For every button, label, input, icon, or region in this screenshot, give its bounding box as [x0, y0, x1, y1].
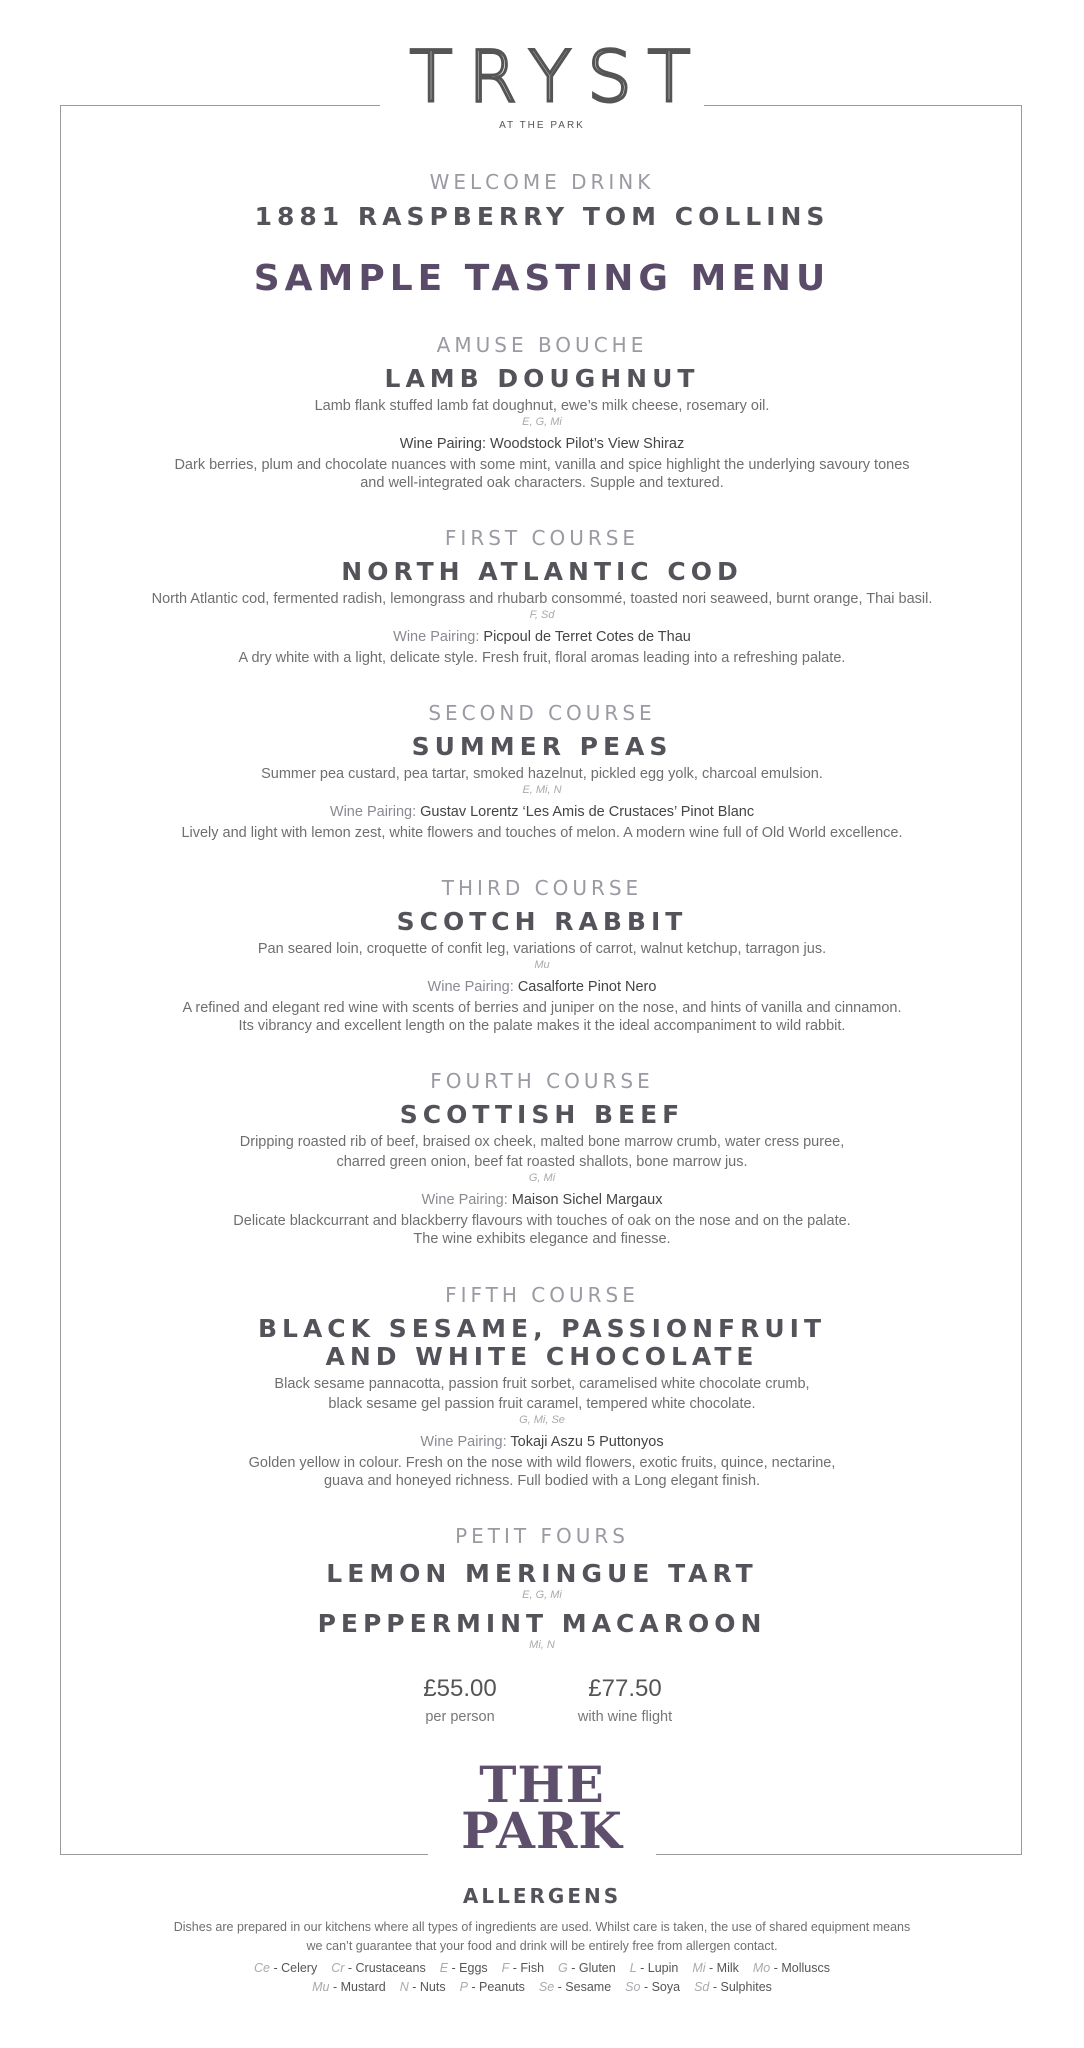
dish-allergens: G, Mi, Se: [519, 1414, 565, 1426]
allergen-code: Mo: [752, 1961, 771, 1975]
wine-pairing-label: Wine Pairing:: [393, 629, 480, 645]
allergen-code: G: [558, 1961, 568, 1975]
wine-pairing: [0, 435, 1084, 453]
allergen-name: - Lupin: [636, 1961, 679, 1975]
dish-description: Summer pea custard, pea tartar, smoked hazelnut, pickled egg yolk, charcoal emulsion.: [261, 766, 823, 782]
course-label: THIRD COURSE: [441, 876, 643, 900]
dish-description: Dripping roasted rib of beef, braised ox cheek, malted bone marrow crumb, water cress puree,: [239, 1134, 845, 1150]
dish-name: SCOTCH RABBIT: [396, 907, 688, 936]
allergen-legend-item: [400, 1980, 446, 1994]
dish-name: LAMB DOUGHNUT: [384, 364, 700, 393]
wine-description: and well-integrated oak characters. Supple and textured.: [360, 475, 724, 491]
allergen-name: - Peanuts: [467, 1980, 525, 1994]
dish-name: SCOTTISH BEEF: [399, 1100, 685, 1129]
wine-description: A dry white with a light, delicate style. Fresh fruit, floral aromas leading into a refreshing palate.: [238, 650, 846, 666]
course-first: [0, 526, 1084, 667]
price-note: per person: [425, 1709, 495, 1725]
dish-allergens: Mi, N: [529, 1639, 555, 1651]
allergen-legend-item: [753, 1961, 830, 1975]
allergen-code: Se: [538, 1980, 555, 1994]
allergen-code: Ce: [254, 1961, 270, 1975]
dish-description: Black sesame pannacotta, passion fruit sorbet, caramelised white chocolate crumb,: [274, 1376, 810, 1392]
the-park-logo-line2: PARK: [461, 1801, 623, 1860]
allergen-code: Cr: [331, 1961, 345, 1975]
allergen-legend-item: [694, 1980, 772, 1994]
price-per-person: [420, 1675, 500, 1725]
allergen-code: E: [439, 1961, 449, 1975]
course-fourth: [0, 1069, 1084, 1248]
wine-pairing: [0, 978, 1084, 996]
allergen-name: - Nuts: [408, 1980, 446, 1994]
allergen-name: - Eggs: [448, 1961, 488, 1975]
dish-name: BLACK SESAME, PASSIONFRUIT: [257, 1314, 827, 1343]
dish-allergens: Mu: [534, 959, 550, 971]
wine-name: Picpoul de Terret Cotes de Thau: [483, 629, 691, 645]
dish-allergens: E, Mi, N: [522, 784, 562, 796]
dish-allergens: E, G, Mi: [522, 416, 562, 428]
allergens-section: [0, 1882, 1084, 1997]
allergen-legend-item: [312, 1980, 386, 1994]
dish-name: NORTH ATLANTIC COD: [341, 557, 743, 586]
wine-description: A refined and elegant red wine with scents of berries and juniper on the nose, and hints of vanilla and cinnamon.: [182, 1000, 902, 1016]
dish-allergens: G, Mi: [528, 1172, 556, 1184]
course-second: [0, 701, 1084, 842]
dish-description: Lamb flank stuffed lamb fat doughnut, ewe’s milk cheese, rosemary oil.: [314, 398, 770, 414]
allergen-name: - Mustard: [329, 1980, 386, 1994]
allergen-name: - Sulphites: [709, 1980, 772, 1994]
course-label: SECOND COURSE: [428, 701, 656, 725]
price-wine-flight: [560, 1675, 690, 1725]
dish-allergens: E, G, Mi: [522, 1589, 562, 1601]
wine-pairing-label: Wine Pairing:: [399, 436, 486, 452]
price-amount: £55.00: [423, 1675, 497, 1702]
allergen-legend-item: [558, 1961, 616, 1975]
allergen-code: L: [629, 1961, 637, 1975]
allergen-name: - Sesame: [554, 1980, 612, 1994]
dish-description: North Atlantic cod, fermented radish, lemongrass and rhubarb consommé, toasted nori seaweed, burnt orange, Thai basil.: [151, 591, 933, 607]
wine-pairing: [0, 803, 1084, 821]
dish-name: LEMON MERINGUE TART: [326, 1559, 758, 1588]
wine-description: The wine exhibits elegance and finesse.: [413, 1231, 671, 1247]
allergen-legend-item: [331, 1961, 425, 1975]
wine-pairing-label: Wine Pairing:: [329, 804, 417, 820]
dish-description: charred green onion, beef fat roasted shallots, bone marrow jus.: [336, 1154, 748, 1170]
allergen-name: - Soya: [640, 1980, 681, 1994]
welcome-label: WELCOME DRINK: [429, 170, 655, 194]
allergen-legend-item: [460, 1980, 525, 1994]
wine-name: Woodstock Pilot’s View Shiraz: [490, 436, 685, 452]
course-label: PETIT FOURS: [455, 1524, 629, 1548]
wine-pairing-label: Wine Pairing:: [420, 1434, 507, 1450]
wine-pairing-label: Wine Pairing:: [427, 979, 514, 995]
petit-fours: [0, 1524, 1084, 1652]
allergen-code: F: [501, 1961, 510, 1975]
page-title: SAMPLE TASTING MENU: [253, 258, 831, 299]
allergen-name: - Gluten: [567, 1961, 616, 1975]
course-third: [0, 876, 1084, 1035]
dish-name: PEPPERMINT MACAROON: [317, 1609, 767, 1638]
allergen-code: Mu: [312, 1980, 330, 1994]
course-amuse-bouche: [0, 333, 1084, 492]
wine-pairing: [0, 1191, 1084, 1209]
wine-description: Its vibrancy and excellent length on the palate makes it the ideal accompaniment to wild rabbit.: [238, 1018, 846, 1034]
allergens-text: we can’t guarantee that your food and drink will be entirely free from allergen contact.: [306, 1939, 778, 1953]
allergen-legend-item: [630, 1961, 679, 1975]
allergen-code: Sd: [694, 1980, 710, 1994]
wine-name: Gustav Lorentz ‘Les Amis de Crustaces’ Pinot Blanc: [420, 804, 755, 820]
course-label: FOURTH COURSE: [430, 1069, 654, 1093]
dish-description: Pan seared loin, croquette of confit leg, variations of carrot, walnut ketchup, tarragon jus.: [257, 941, 827, 957]
allergen-legend-item: [502, 1961, 544, 1975]
wine-name: Casalforte Pinot Nero: [517, 979, 657, 995]
allergen-code: So: [625, 1980, 641, 1994]
wine-description: Dark berries, plum and chocolate nuances with some mint, vanilla and spice highlight the underlying savoury tones: [174, 457, 910, 473]
the-park-logo: [0, 1755, 1084, 1860]
course-label: AMUSE BOUCHE: [436, 333, 648, 357]
wine-description: Golden yellow in colour. Fresh on the nose with wild flowers, exotic fruits, quince, nectarine,: [248, 1455, 836, 1471]
course-fifth: [0, 1283, 1084, 1490]
tryst-logo: TRYST: [409, 36, 707, 118]
allergen-legend-item: [625, 1980, 680, 1994]
tryst-logo-subtitle: AT THE PARK: [499, 120, 585, 131]
allergen-legend-item: [539, 1980, 611, 1994]
wine-pairing: [0, 1433, 1084, 1451]
allergen-name: - Milk: [705, 1961, 739, 1975]
allergen-code: N: [399, 1980, 409, 1994]
allergen-legend-row: [0, 1978, 1084, 1997]
price-note: with wine flight: [577, 1709, 673, 1725]
allergen-legend-row: [0, 1959, 1084, 1978]
allergens-text: Dishes are prepared in our kitchens where all types of ingredients are used. Whilst care is taken, the use of shared equipment means: [173, 1920, 911, 1934]
course-label: FIRST COURSE: [444, 526, 640, 550]
course-label: FIFTH COURSE: [445, 1283, 639, 1307]
wine-name: Maison Sichel Margaux: [511, 1192, 663, 1208]
price-amount: £77.50: [588, 1675, 662, 1702]
allergen-legend-item: [254, 1961, 317, 1975]
dish-allergens: F, Sd: [529, 609, 555, 621]
wine-pairing: [0, 628, 1084, 646]
dish-name-line2: AND WHITE CHOCOLATE: [325, 1342, 759, 1371]
welcome-drink: 1881 RASPBERRY TOM COLLINS: [254, 202, 830, 231]
wine-description: Delicate blackcurrant and blackberry flavours with touches of oak on the nose and on the palate.: [233, 1213, 851, 1229]
dish-description: black sesame gel passion fruit caramel, tempered white chocolate.: [328, 1396, 756, 1412]
dish-name: SUMMER PEAS: [411, 732, 673, 761]
wine-pairing-label: Wine Pairing:: [421, 1192, 508, 1208]
allergens-title: ALLERGENS: [462, 1884, 622, 1908]
allergen-legend-item: [440, 1961, 488, 1975]
allergen-legend-item: [692, 1961, 739, 1975]
allergen-name: - Celery: [269, 1961, 318, 1975]
allergen-code: Mi: [692, 1961, 706, 1975]
allergen-name: - Fish: [509, 1961, 545, 1975]
wine-description: guava and honeyed richness. Full bodied with a Long elegant finish.: [323, 1473, 761, 1489]
allergen-code: P: [459, 1980, 468, 1994]
wine-description: Lively and light with lemon zest, white flowers and touches of melon. A modern wine full of Old World excellence.: [181, 825, 903, 841]
allergen-name: - Molluscs: [770, 1961, 830, 1975]
allergen-name: - Crustaceans: [344, 1961, 426, 1975]
wine-name: Tokaji Aszu 5 Puttonyos: [510, 1434, 664, 1450]
the-park-logo-line1: THE: [479, 1755, 605, 1814]
